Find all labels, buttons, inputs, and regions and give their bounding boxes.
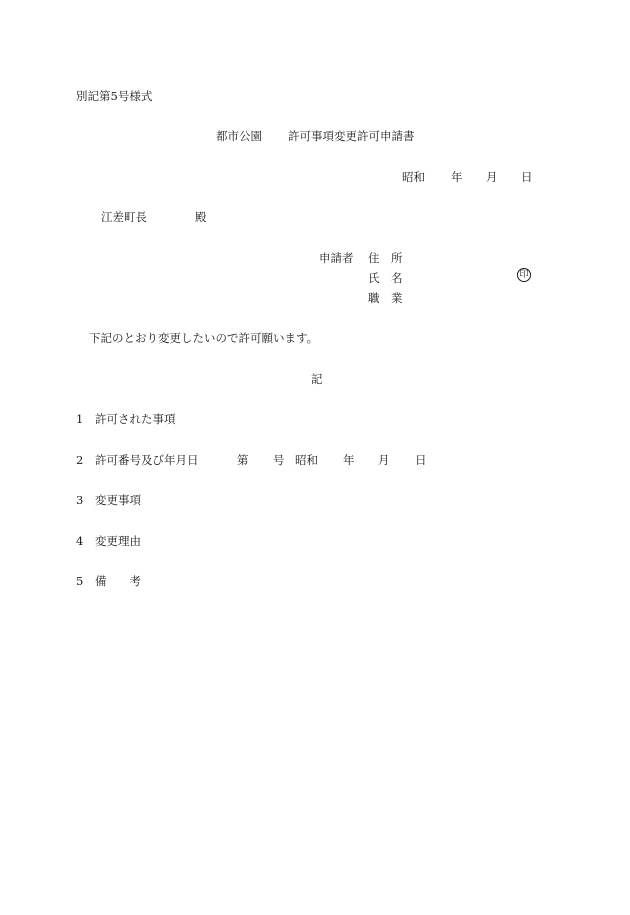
seal-mark: 印: [517, 268, 531, 282]
item-label: 許可番号及び年月日: [95, 453, 199, 467]
item-label: 許可された事項: [95, 412, 176, 426]
permit-year: 年: [343, 453, 355, 467]
permit-era: 昭和: [295, 453, 318, 467]
request-text: 下記のとおり変更したいので許可願います。: [89, 331, 319, 345]
title-subject: 都市公園: [216, 129, 262, 143]
date-year: 年: [451, 170, 463, 184]
applicant-occupation-label: 職 業: [368, 291, 403, 305]
applicant-address-label: 住 所: [368, 251, 403, 265]
applicant-label: 申請者: [319, 251, 354, 265]
item-label: 変更理由: [95, 534, 141, 548]
item-number: 5: [76, 574, 84, 588]
form-number: 別記第5号様式: [76, 89, 153, 103]
item-number: 1: [76, 412, 84, 426]
permit-dai: 第: [237, 453, 249, 467]
item-label: 変更事項: [95, 493, 141, 507]
record-heading: 記: [311, 372, 323, 386]
date-era: 昭和: [402, 170, 425, 184]
item-number: 4: [76, 534, 84, 548]
addressee-name: 江差町長: [101, 210, 147, 224]
item-number: 2: [76, 453, 84, 467]
item-number: 3: [76, 493, 84, 507]
permit-go: 号: [273, 453, 285, 467]
applicant-name-label: 氏 名: [368, 271, 403, 285]
addressee-honorific: 殿: [195, 210, 207, 224]
date-month: 月: [486, 170, 498, 184]
permit-day: 日: [415, 453, 427, 467]
date-day: 日: [521, 170, 533, 184]
item-label: 備 考: [95, 574, 141, 588]
page-title: 許可事項変更許可申請書: [288, 129, 415, 143]
permit-month: 月: [378, 453, 390, 467]
